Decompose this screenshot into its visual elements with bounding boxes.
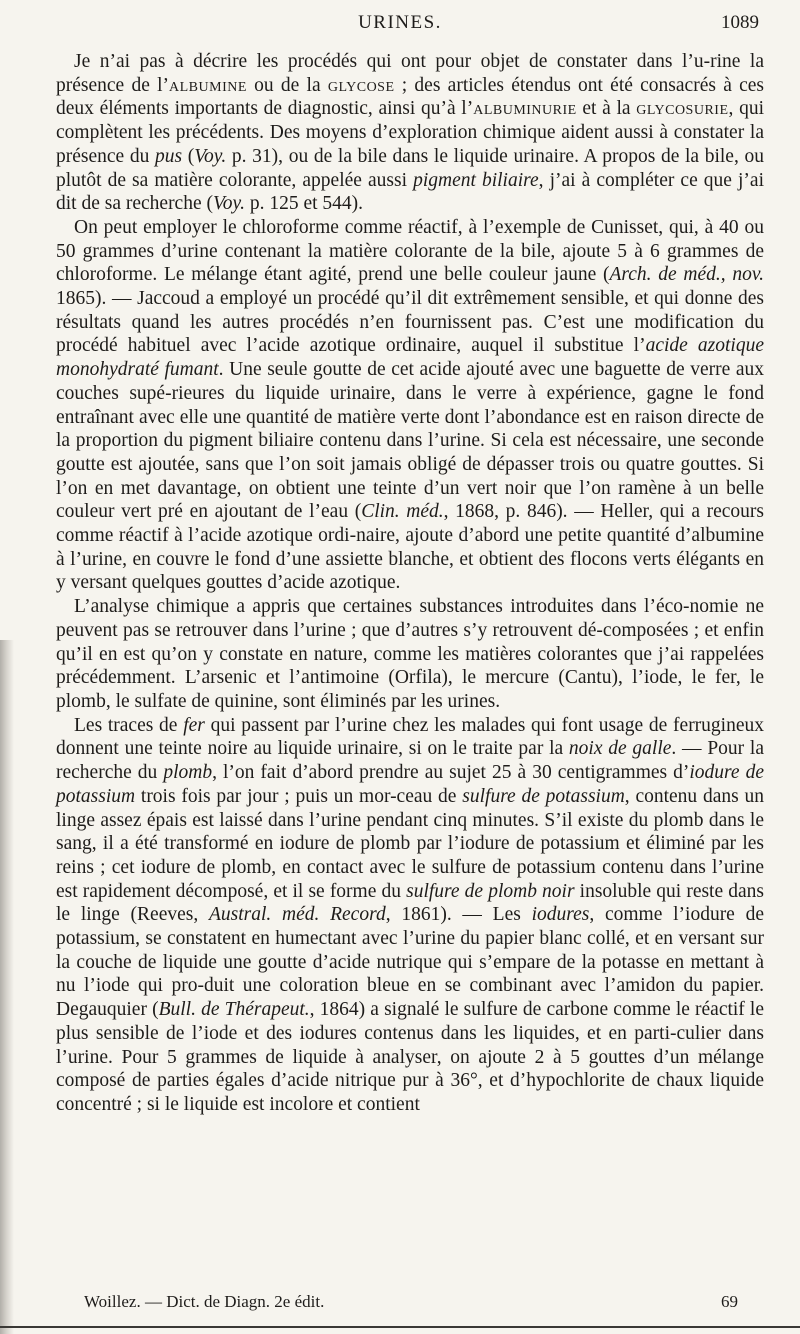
page-footer bbox=[84, 1292, 738, 1316]
italic-text: Clin. méd. bbox=[361, 501, 444, 523]
paragraph-4 bbox=[56, 714, 764, 1117]
page-number: 1089 bbox=[721, 12, 759, 33]
text-run: , 1861). — Les bbox=[385, 904, 532, 926]
text-run: ou de la bbox=[246, 74, 328, 96]
text-run: p. 31), ou de la bile dans le liquide urinaire. A propos de la bile, ou plutôt de sa matière colorante, appelée aussi bbox=[56, 145, 764, 191]
italic-text: sulfure de plomb noir bbox=[406, 880, 575, 902]
italic-text: pus bbox=[155, 145, 183, 167]
text-run: trois fois par jour ; puis un mor-ceau de bbox=[135, 785, 463, 807]
italic-text: Arch. de méd., nov. bbox=[609, 264, 764, 286]
italic-text: noix de galle bbox=[568, 738, 672, 760]
text-run: , 1868, p. 846). — Heller, qui a recours comme réactif à l’acide azotique ordi-naire, ajoute d’abord une petite quantité d’albumine à l’urine, en couvre le fond d’une assiette blanche, et obtient des flocons verts élégants en y versant quelques gouttes d’acide azotique. bbox=[56, 501, 764, 594]
italic-text: acide azotique monohydraté fumant bbox=[56, 335, 764, 381]
italic-text: pigment biliaire bbox=[413, 169, 539, 191]
text-run: , l’on fait d’abord prendre au sujet 25 à 30 centigrammes d’ bbox=[212, 762, 690, 784]
page-body bbox=[56, 50, 764, 1117]
text-run: qui passent par l’urine chez les malades qui font usage de ferrugineux donnent une teinte noire au liquide urinaire, si on le traite par la bbox=[56, 714, 765, 760]
paragraph-1 bbox=[56, 50, 764, 216]
signature-number: 69 bbox=[721, 1292, 738, 1311]
italic-text: sulfure de potassium bbox=[462, 785, 625, 807]
text-run: Je n’ai pas à décrire les procédés qui ont pour objet de constater dans l’u-rine la présence de l’ bbox=[56, 51, 764, 96]
text-run: 1865). — Jaccoud a employé un procédé qu’il dit extrêmement sensible, et qui donne des résultats quand les autres procédés n’en fournissent pas. C’est une modification du procédé habituel avec l’acide azotique ordinaire, auquel il substitue l’ bbox=[56, 288, 764, 357]
small-caps-term: albuminurie bbox=[473, 98, 577, 120]
text-run: L’analyse chimique a appris que certaines substances introduites dans l’éco-nomie ne peuvent pas se retrouver dans l’urine ; que d’autres s’y retrouvent dé-composées ; et enfin qu’il en est qu’on y constate en nature, comme les matières colorantes que j’ai rappelées précédemment. L’arsenic et l’antimoine (Orfila), le mercure (Cantu), l’iode, le fer, le plomb, le sulfate de quinine, sont éliminés par les urines. bbox=[56, 596, 764, 712]
italic-text: iodures bbox=[531, 904, 590, 926]
italic-text: Austral. méd. Record bbox=[208, 904, 386, 926]
footer-citation: Woillez. — Dict. de Diagn. 2e édit. bbox=[84, 1292, 325, 1311]
italic-text: iodure de potassium bbox=[56, 762, 765, 807]
paragraph-2 bbox=[56, 216, 764, 595]
paragraph-3 bbox=[56, 595, 764, 714]
small-caps-term: glycosurie bbox=[636, 98, 729, 120]
text-run: . Une seule goutte de cet acide ajouté avec une baguette de verre aux couches supé-rieures du liquide urinaire, dans le verre à expérience, gagne le fond entraînant avec elle une quantité de matière verte dont l’abondance est en raison directe de la proportion du pigment biliaire contenu dans l’urine. Si cela est nécessaire, une seconde goutte est ajoutée, sans que l’on soit jamais obligé de dépasser trois ou quatre gouttes. Si l’on en met davantage, on obtient une teinte d’un vert noir que l’on ramène à un belle couleur vert pré en ajoutant de l’eau ( bbox=[56, 359, 764, 523]
text-run: . — Pour la recherche du bbox=[56, 738, 764, 784]
small-caps-term: albumine bbox=[169, 74, 247, 96]
text-run: et à la bbox=[576, 98, 637, 120]
italic-text: fer bbox=[183, 714, 205, 736]
bottom-rule bbox=[0, 1326, 800, 1328]
text-run: , 1864) a signalé le sulfure de carbone comme le réactif le plus sensible de l’iode et des iodures contenus dans les liquides, et en parti-culier dans l’urine. Pour 5 grammes de liquide à analyser, on ajoute 2 à 5 gouttes d’un mélange composé de parties égales d’acide nitrique pur à 36°, et d’hypochlorite de chaux liquide concentré ; si le liquide est incolore et contient bbox=[56, 999, 765, 1115]
text-run: p. 125 et 544). bbox=[244, 193, 364, 215]
text-run: , comme l’iodure de potassium, se constatent en humectant avec l’urine du papier blanc collé, et en versant sur la couche de liquide une goutte d’acide nutrique qui s’empare de la potasse en mettant à nu l’iode qui pro-duit une coloration bleue en se combinant avec l’amidon du papier. Degauquier ( bbox=[56, 904, 764, 1021]
italic-text: Bull. de Thérapeut. bbox=[158, 999, 310, 1021]
text-run: Les traces de bbox=[74, 714, 184, 736]
text-run: , contenu dans un linge assez épais est laissé dans l’urine pendant cinq minutes. S’il existe du plomb dans le sang, il a été transformé en iodure de plomb par l’iodure de potassium et éliminé par les reins ; cet iodure de plomb, en contact avec le sulfure de potassium contenu dans l’urine est rapidement décomposé, et il se forme du bbox=[56, 785, 764, 902]
text-run: ; des articles étendus ont été consacrés à ces deux éléments importants de diagnostic, ainsi qu’à l’ bbox=[56, 74, 764, 120]
small-caps-term: glycose bbox=[327, 74, 395, 96]
text-run: , j’ai à compléter ce que j’ai dit de sa recherche ( bbox=[56, 169, 764, 215]
italic-text: plomb bbox=[163, 762, 213, 784]
page-edge-shadow bbox=[0, 640, 14, 1334]
running-title: URINES. bbox=[358, 12, 442, 33]
text-run: , qui complètent les précédents. Des moyens d’exploration chimique aident aussi à constater la présence du bbox=[56, 98, 764, 167]
page-header bbox=[0, 12, 800, 40]
italic-text: Voy. bbox=[194, 145, 227, 167]
text-run: On peut employer le chloroforme comme réactif, à l’exemple de Cunisset, qui, à 40 ou 50 grammes d’urine contenant la matière colorante de la bile, ajoute 5 à 6 grammes de chloroforme. Le mélange étant agité, prend une belle couleur jaune ( bbox=[56, 216, 764, 286]
text-run: ( bbox=[182, 145, 195, 167]
text-run: insoluble qui reste dans le linge (Reeves, bbox=[56, 880, 764, 926]
italic-text: Voy. bbox=[213, 193, 245, 215]
